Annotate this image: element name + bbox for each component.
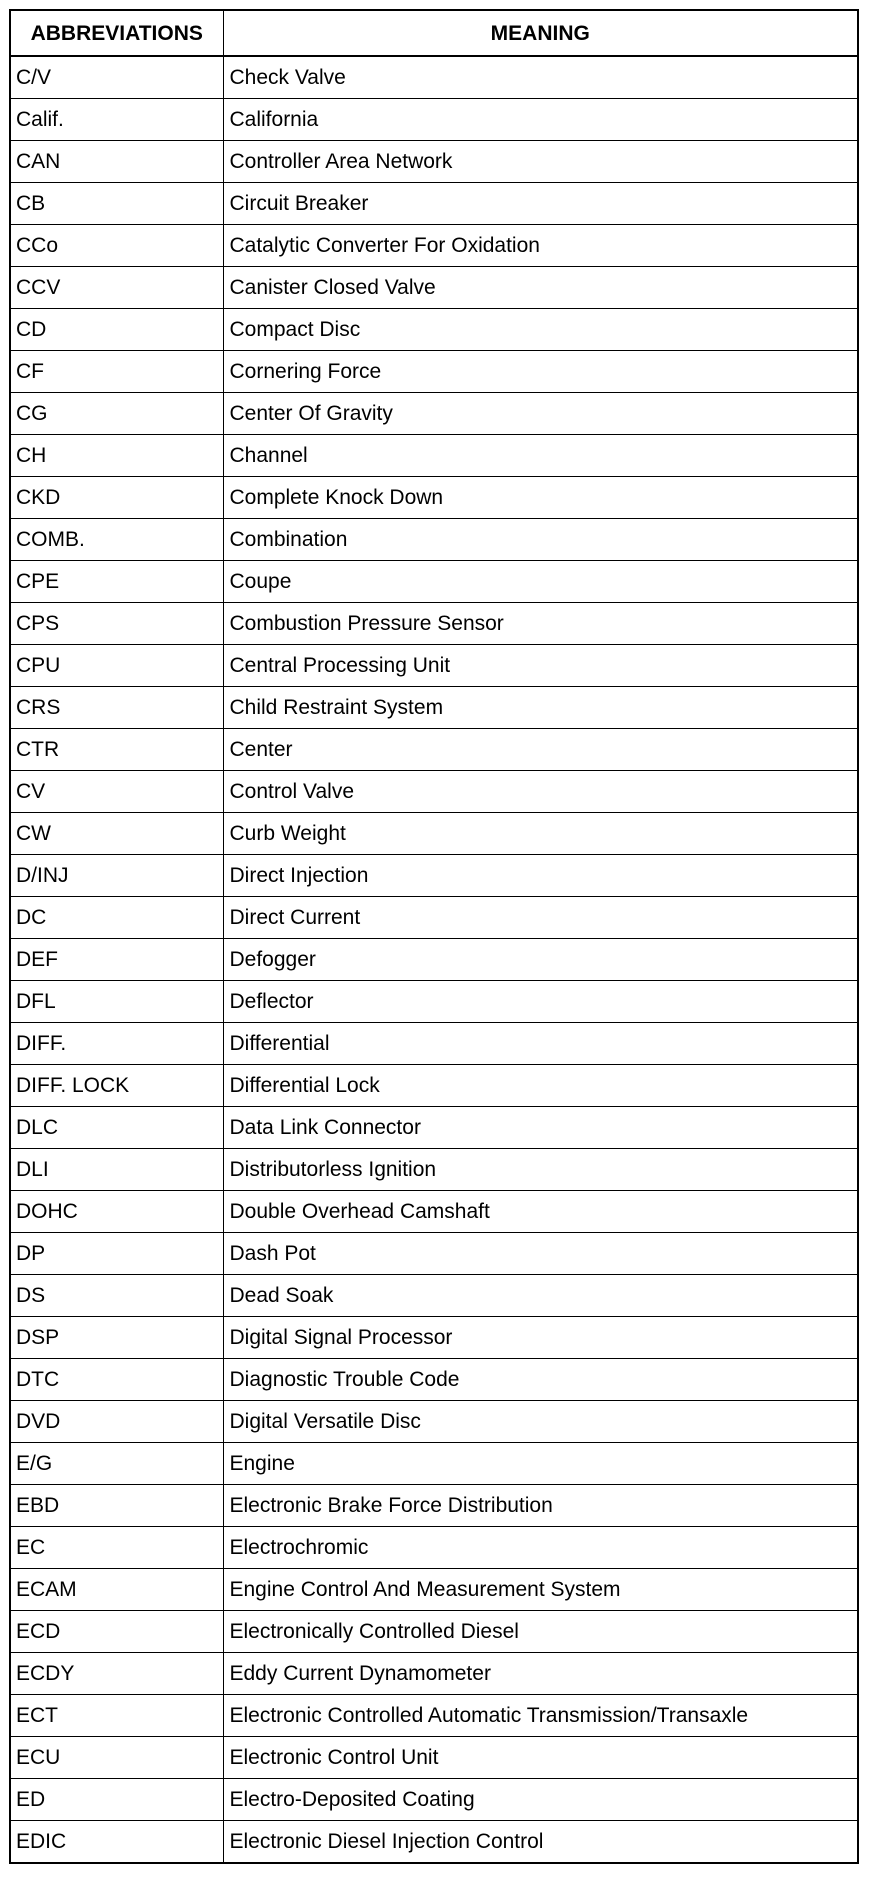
table-row xyxy=(10,561,858,603)
meaning-cell: California xyxy=(223,99,858,141)
table-row xyxy=(10,309,858,351)
table-row xyxy=(10,1569,858,1611)
table-row xyxy=(10,1317,858,1359)
abbreviation-cell: COMB. xyxy=(10,519,223,561)
abbreviation-cell: CPU xyxy=(10,645,223,687)
table-row xyxy=(10,1485,858,1527)
meaning-cell: Differential xyxy=(223,1023,858,1065)
meaning-cell: Digital Signal Processor xyxy=(223,1317,858,1359)
table-row xyxy=(10,897,858,939)
abbreviation-cell: DP xyxy=(10,1233,223,1275)
meaning-cell: Child Restraint System xyxy=(223,687,858,729)
meaning-cell: Channel xyxy=(223,435,858,477)
abbreviation-cell: DIFF. LOCK xyxy=(10,1065,223,1107)
abbreviation-cell: DVD xyxy=(10,1401,223,1443)
meaning-cell: Dash Pot xyxy=(223,1233,858,1275)
abbreviations-sheet xyxy=(9,9,857,1864)
table-body xyxy=(10,56,858,1863)
table-row xyxy=(10,99,858,141)
meaning-cell: Dead Soak xyxy=(223,1275,858,1317)
abbreviation-cell: CTR xyxy=(10,729,223,771)
abbreviation-cell: EBD xyxy=(10,1485,223,1527)
meaning-cell: Catalytic Converter For Oxidation xyxy=(223,225,858,267)
abbreviation-cell: CW xyxy=(10,813,223,855)
table-row xyxy=(10,225,858,267)
table-row xyxy=(10,981,858,1023)
table-row xyxy=(10,267,858,309)
table-row xyxy=(10,1821,858,1864)
table-row xyxy=(10,393,858,435)
table-row xyxy=(10,813,858,855)
table-row xyxy=(10,1065,858,1107)
meaning-cell: Electronically Controlled Diesel xyxy=(223,1611,858,1653)
abbreviation-cell: CRS xyxy=(10,687,223,729)
abbreviation-cell: DLC xyxy=(10,1107,223,1149)
meaning-cell: Cornering Force xyxy=(223,351,858,393)
abbreviation-cell: ECT xyxy=(10,1695,223,1737)
abbreviation-cell: DIFF. xyxy=(10,1023,223,1065)
abbreviation-cell: D/INJ xyxy=(10,855,223,897)
table-row xyxy=(10,1149,858,1191)
meaning-cell: Central Processing Unit xyxy=(223,645,858,687)
abbreviation-cell: DEF xyxy=(10,939,223,981)
abbreviation-cell: CD xyxy=(10,309,223,351)
meaning-cell: Combustion Pressure Sensor xyxy=(223,603,858,645)
abbreviation-cell: CKD xyxy=(10,477,223,519)
abbreviation-cell: EC xyxy=(10,1527,223,1569)
abbreviation-cell: DC xyxy=(10,897,223,939)
abbreviation-cell: ECDY xyxy=(10,1653,223,1695)
meaning-cell: Electro-Deposited Coating xyxy=(223,1779,858,1821)
meaning-cell: Circuit Breaker xyxy=(223,183,858,225)
meaning-cell: Engine xyxy=(223,1443,858,1485)
meaning-cell: Center xyxy=(223,729,858,771)
abbreviation-cell: ECAM xyxy=(10,1569,223,1611)
meaning-cell: Curb Weight xyxy=(223,813,858,855)
table-row xyxy=(10,687,858,729)
abbreviation-cell: DSP xyxy=(10,1317,223,1359)
table-row xyxy=(10,351,858,393)
meaning-cell: Electronic Controlled Automatic Transmission/Transaxle xyxy=(223,1695,858,1737)
abbreviation-cell: CG xyxy=(10,393,223,435)
table-row xyxy=(10,855,858,897)
table-row xyxy=(10,56,858,99)
table-row xyxy=(10,1023,858,1065)
meaning-cell: Electronic Control Unit xyxy=(223,1737,858,1779)
meaning-cell: Defogger xyxy=(223,939,858,981)
table-row xyxy=(10,645,858,687)
meaning-cell: Data Link Connector xyxy=(223,1107,858,1149)
meaning-cell: Differential Lock xyxy=(223,1065,858,1107)
abbreviation-cell: CPE xyxy=(10,561,223,603)
table-row xyxy=(10,1695,858,1737)
meaning-cell: Direct Current xyxy=(223,897,858,939)
abbreviation-cell: DS xyxy=(10,1275,223,1317)
meaning-cell: Coupe xyxy=(223,561,858,603)
meaning-cell: Diagnostic Trouble Code xyxy=(223,1359,858,1401)
abbreviation-cell: ECD xyxy=(10,1611,223,1653)
table-row xyxy=(10,1275,858,1317)
meaning-cell: Deflector xyxy=(223,981,858,1023)
table-row xyxy=(10,1107,858,1149)
meaning-cell: Compact Disc xyxy=(223,309,858,351)
meaning-cell: Electrochromic xyxy=(223,1527,858,1569)
meaning-cell: Electronic Diesel Injection Control xyxy=(223,1821,858,1864)
abbreviation-cell: CCV xyxy=(10,267,223,309)
table-row xyxy=(10,1401,858,1443)
table-row xyxy=(10,1611,858,1653)
abbreviation-cell: CCo xyxy=(10,225,223,267)
abbreviation-cell: CPS xyxy=(10,603,223,645)
table-row xyxy=(10,477,858,519)
table-row xyxy=(10,1233,858,1275)
table-row xyxy=(10,519,858,561)
meaning-cell: Combination xyxy=(223,519,858,561)
abbreviation-cell: ED xyxy=(10,1779,223,1821)
meaning-cell: Distributorless Ignition xyxy=(223,1149,858,1191)
table-header xyxy=(10,10,858,56)
meaning-cell: Engine Control And Measurement System xyxy=(223,1569,858,1611)
abbreviation-cell: CV xyxy=(10,771,223,813)
abbreviations-column-header: ABBREVIATIONS xyxy=(10,10,223,56)
meaning-cell: Canister Closed Valve xyxy=(223,267,858,309)
abbreviation-cell: DOHC xyxy=(10,1191,223,1233)
table-row xyxy=(10,1737,858,1779)
table-row xyxy=(10,1779,858,1821)
meaning-cell: Eddy Current Dynamometer xyxy=(223,1653,858,1695)
meaning-cell: Direct Injection xyxy=(223,855,858,897)
abbreviation-cell: DFL xyxy=(10,981,223,1023)
table-row xyxy=(10,603,858,645)
meaning-cell: Electronic Brake Force Distribution xyxy=(223,1485,858,1527)
meaning-cell: Complete Knock Down xyxy=(223,477,858,519)
abbreviation-cell: ECU xyxy=(10,1737,223,1779)
abbreviation-cell: C/V xyxy=(10,56,223,99)
abbreviation-cell: DLI xyxy=(10,1149,223,1191)
table-row xyxy=(10,1359,858,1401)
abbreviation-cell: DTC xyxy=(10,1359,223,1401)
meaning-cell: Control Valve xyxy=(223,771,858,813)
abbreviation-cell: Calif. xyxy=(10,99,223,141)
abbreviations-table xyxy=(9,9,859,1864)
table-row xyxy=(10,435,858,477)
table-row xyxy=(10,141,858,183)
table-row xyxy=(10,183,858,225)
table-row xyxy=(10,1653,858,1695)
table-row xyxy=(10,1527,858,1569)
abbreviation-cell: CH xyxy=(10,435,223,477)
meaning-cell: Double Overhead Camshaft xyxy=(223,1191,858,1233)
table-row xyxy=(10,1443,858,1485)
abbreviation-cell: EDIC xyxy=(10,1821,223,1864)
abbreviation-cell: CAN xyxy=(10,141,223,183)
table-row xyxy=(10,771,858,813)
abbreviation-cell: E/G xyxy=(10,1443,223,1485)
meaning-cell: Center Of Gravity xyxy=(223,393,858,435)
abbreviation-cell: CF xyxy=(10,351,223,393)
meaning-cell: Digital Versatile Disc xyxy=(223,1401,858,1443)
meaning-cell: Controller Area Network xyxy=(223,141,858,183)
meaning-cell: Check Valve xyxy=(223,56,858,99)
table-row xyxy=(10,1191,858,1233)
abbreviation-cell: CB xyxy=(10,183,223,225)
header-row xyxy=(10,10,858,56)
meaning-column-header: MEANING xyxy=(223,10,858,56)
table-row xyxy=(10,939,858,981)
table-row xyxy=(10,729,858,771)
